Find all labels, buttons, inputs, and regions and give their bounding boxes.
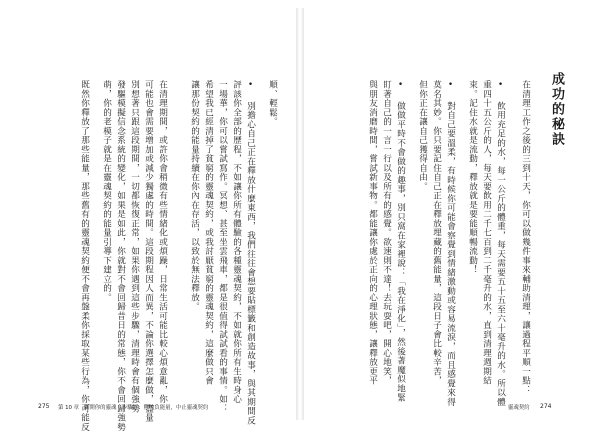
paragraph-1-line-4: 發驅模擬信念系統的變化，如果是如此，你就對不會回歸昔日的常態，你不會回歸強勢 (115, 80, 126, 432)
left-bullet-line-5: 讓那份契約的能量持續在你內在存活，以致於無法釋放。 (189, 80, 200, 312)
right-page-number: 274 (540, 403, 552, 410)
section-title: 成功的秘訣 (549, 72, 564, 147)
paragraph-1-line-2: 可能也會需要增加或減少獨處的時間。這段期程因人而異，不論你選擇怎麼做，盡量 (143, 80, 154, 423)
left-bullet-line-3: 一場華，你可以嘗試寫作。冥想、甚至坐雲飛車，都是很值得試試看的事情。如： (217, 80, 228, 413)
bullet-1-line-3: 束。記住水就是流動，釋放就是要能順暢流動！ (467, 80, 478, 275)
continuation-line: 順、輕鬆。 (267, 80, 278, 127)
paragraph-1-line-5: 萌，你的老模子就是在靈魂契約的能量引導下建立的。 (101, 80, 112, 302)
paragraph-1-line-1: 在清理期間，或許你會稍微有些情緒化或煩躁，日常生活可能比較心煩意亂，你 (157, 80, 168, 404)
book-gutter (296, 8, 304, 420)
left-bullet-line-2: 評該你全部的歷程，不如讓你所有體驗的各種靈魂契約，不如就你所有生時身心 (231, 80, 242, 404)
left-chapter-label: 第 10 章 (58, 405, 80, 411)
left-step-heading: 步驟五：釋放負能量，中止靈魂契約 (122, 405, 209, 411)
right-book-title: 靈魂契約 (508, 405, 530, 411)
paragraph-1-line-3: 別想著只跟這段期間，一切都恢復正常，如果你遇到這些步驟，清理時會有個強勢 (129, 80, 140, 413)
bullet-2-line-2: 莫名其妙。你只要記住自己正在釋放埋藏的舊能量，這段日子會比較辛苦， (431, 80, 442, 386)
intro-paragraph: 在清理工作之後的三到十天，你可以做幾件事來輔助清理，讓過程平順一點： (520, 80, 531, 395)
left-bullet-line-4: 希望我已經清掉了貧窮的靈魂契約，或我討厭貧窮的靈魂契約，這麼做只會 (203, 80, 214, 386)
bullet-3-line-1: • 做做平時不會做的趣事，別只窩在家裡說：「我在淨化」，然後著魔似地緊 (395, 80, 406, 403)
paragraph-2-line-1: 既然你釋放了那些能量，那些舊有的靈魂契約便不會再盤柔你採取某些行為，你可能反 (79, 80, 90, 432)
bullet-1-line-2: 重四十五公斤的人，每天要飲用二千七百到二千毫升的水，直到清理週期結 (481, 80, 492, 386)
bullet-3-line-2: 盯著自己的一言一行以及所有的感覺。欲速則不達！去玩耍吧，開心地笑， (381, 80, 392, 386)
bullet-2-line-1: • 對自己要溫柔，有時候你可能會察覺到情緒激動或容易流淚，而且感覺來得 (445, 80, 456, 407)
left-bullet-line-1: • 別擔心自己正在釋放什麼東西，我們往往會想要貼標籤和創造故事，與其期間反 (245, 80, 256, 426)
bullet-1-line-1: • 飲用充足的水，每一公斤的體重，每天需要五十五至六十毫升的水。所以體 (495, 80, 506, 407)
bullet-2-line-3: 但你正在讓自己獲得自由。 (417, 80, 428, 191)
left-page-number: 275 (38, 403, 50, 410)
left-chapter-title: 斷開你的靈魂 (84, 405, 117, 411)
bullet-3-line-3: 與朋友消磨時間，嘗試新事物。都能讓你處於正向的心理狀態，讓釋放更平 (367, 80, 378, 386)
